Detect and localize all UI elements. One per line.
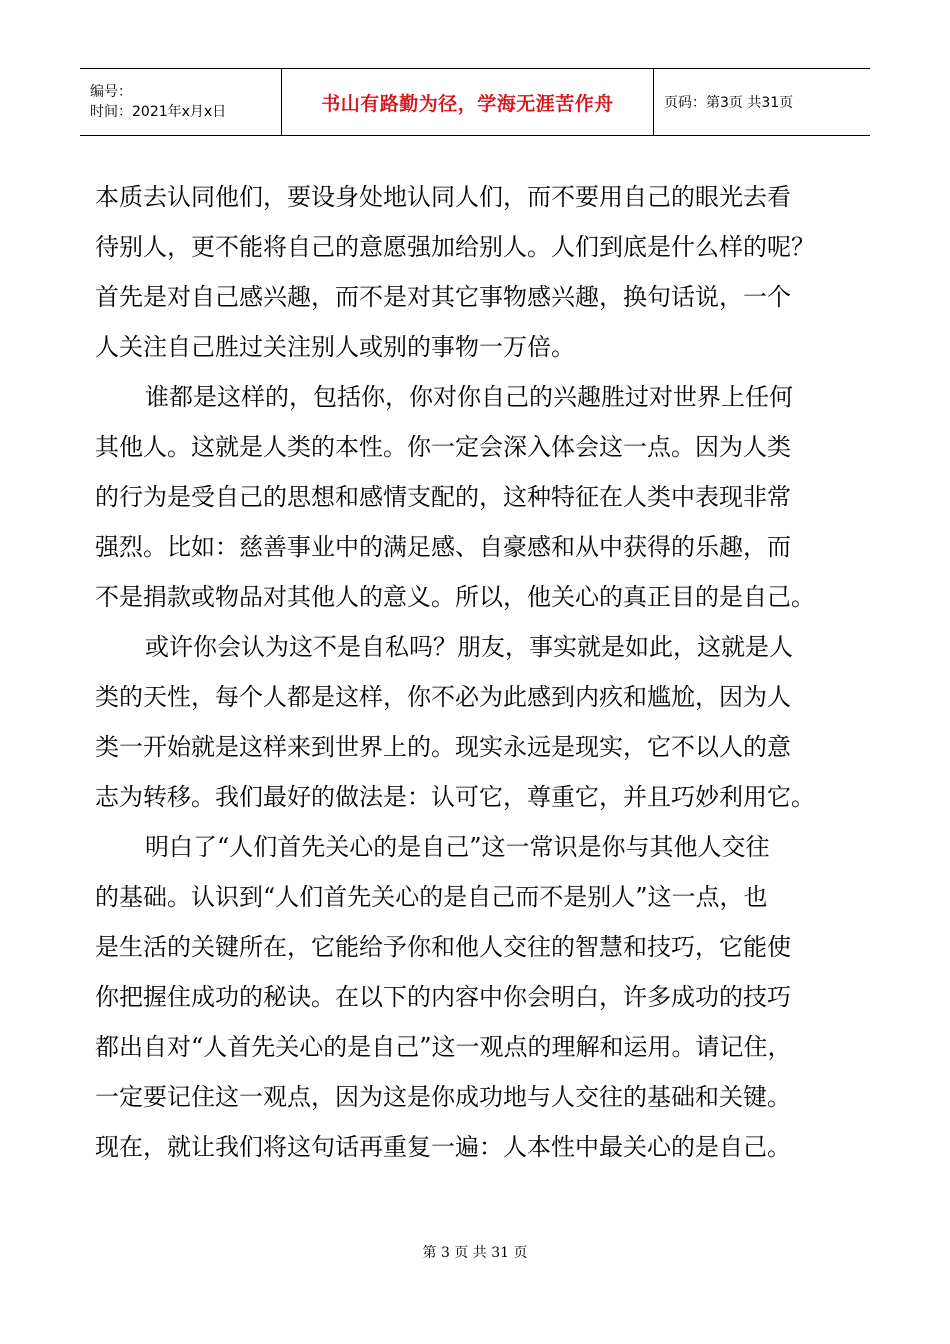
text-line: 类的天性，每个人都是这样，你不必为此感到内疚和尴尬，因为人 xyxy=(95,683,791,711)
text-line: 首先是对自己感兴趣，而不是对其它事物感兴趣，换句话说，一个 xyxy=(95,283,791,311)
text-line: 一定要记住这一观点，因为这是你成功地与人交往的基础和关键。 xyxy=(95,1083,791,1111)
text-line: 类一开始就是这样来到世界上的。现实永远是现实，它不以人的意 xyxy=(95,733,791,761)
text-line: 人关注自己胜过关注别人或别的事物一万倍。 xyxy=(95,333,575,361)
text-line: 本质去认同他们，要设身处地认同人们，而不要用自己的眼光去看 xyxy=(95,183,791,211)
document-number-label: 编号： xyxy=(90,84,132,100)
text-line: 或许你会认为这不是自私吗？朋友，事实就是如此，这就是人 xyxy=(145,633,793,661)
text-line: 强烈。比如：慈善事业中的满足感、自豪感和从中获得的乐趣，而 xyxy=(95,533,791,561)
document-date: 时间：2021年x月x日 xyxy=(90,104,227,120)
text-line: 志为转移。我们最好的做法是：认可它，尊重它，并且巧妙利用它。 xyxy=(95,783,815,811)
text-line: 现在，就让我们将这句话再重复一遍：人本性中最关心的是自己。 xyxy=(95,1133,791,1161)
text-line: 其他人。这就是人类的本性。你一定会深入体会这一点。因为人类 xyxy=(95,433,791,461)
paragraph xyxy=(95,622,855,822)
page-footer: 第 3 页 共 31 页 xyxy=(422,1245,528,1261)
paragraph xyxy=(95,372,855,622)
header-motto: 书山有路勤为径，学海无涯苦作舟 xyxy=(321,92,614,115)
text-line: 你把握住成功的秘诀。在以下的内容中你会明白，许多成功的技巧 xyxy=(95,983,791,1011)
header-page-info: 页码：第3页 共31页 xyxy=(664,95,794,111)
document-header xyxy=(80,68,870,136)
text-line: 的行为是受自己的思想和感情支配的，这种特征在人类中表现非常 xyxy=(95,483,791,511)
text-line: 明白了“人们首先关心的是自己”这一常识是你与其他人交往 xyxy=(145,833,770,861)
text-line: 的基础。认识到“人们首先关心的是自己而不是别人”这一点，也 xyxy=(95,883,768,911)
paragraph xyxy=(95,822,855,1172)
header-meta xyxy=(80,69,282,135)
text-line: 是生活的关键所在，它能给予你和他人交往的智慧和技巧，它能使 xyxy=(95,933,791,961)
document-body xyxy=(95,172,855,1172)
text-line: 谁都是这样的，包括你，你对你自己的兴趣胜过对世界上任何 xyxy=(145,383,793,411)
text-line: 不是捐款或物品对其他人的意义。所以，他关心的真正目的是自己。 xyxy=(95,583,815,611)
header-page-info-cell xyxy=(654,69,870,135)
text-line: 待别人，更不能将自己的意愿强加给别人。人们到底是什么样的呢？ xyxy=(95,233,815,261)
text-line: 都出自对“人首先关心的是自己”这一观点的理解和运用。请记住， xyxy=(95,1033,792,1061)
header-motto-cell xyxy=(282,69,654,135)
paragraph xyxy=(95,172,855,372)
